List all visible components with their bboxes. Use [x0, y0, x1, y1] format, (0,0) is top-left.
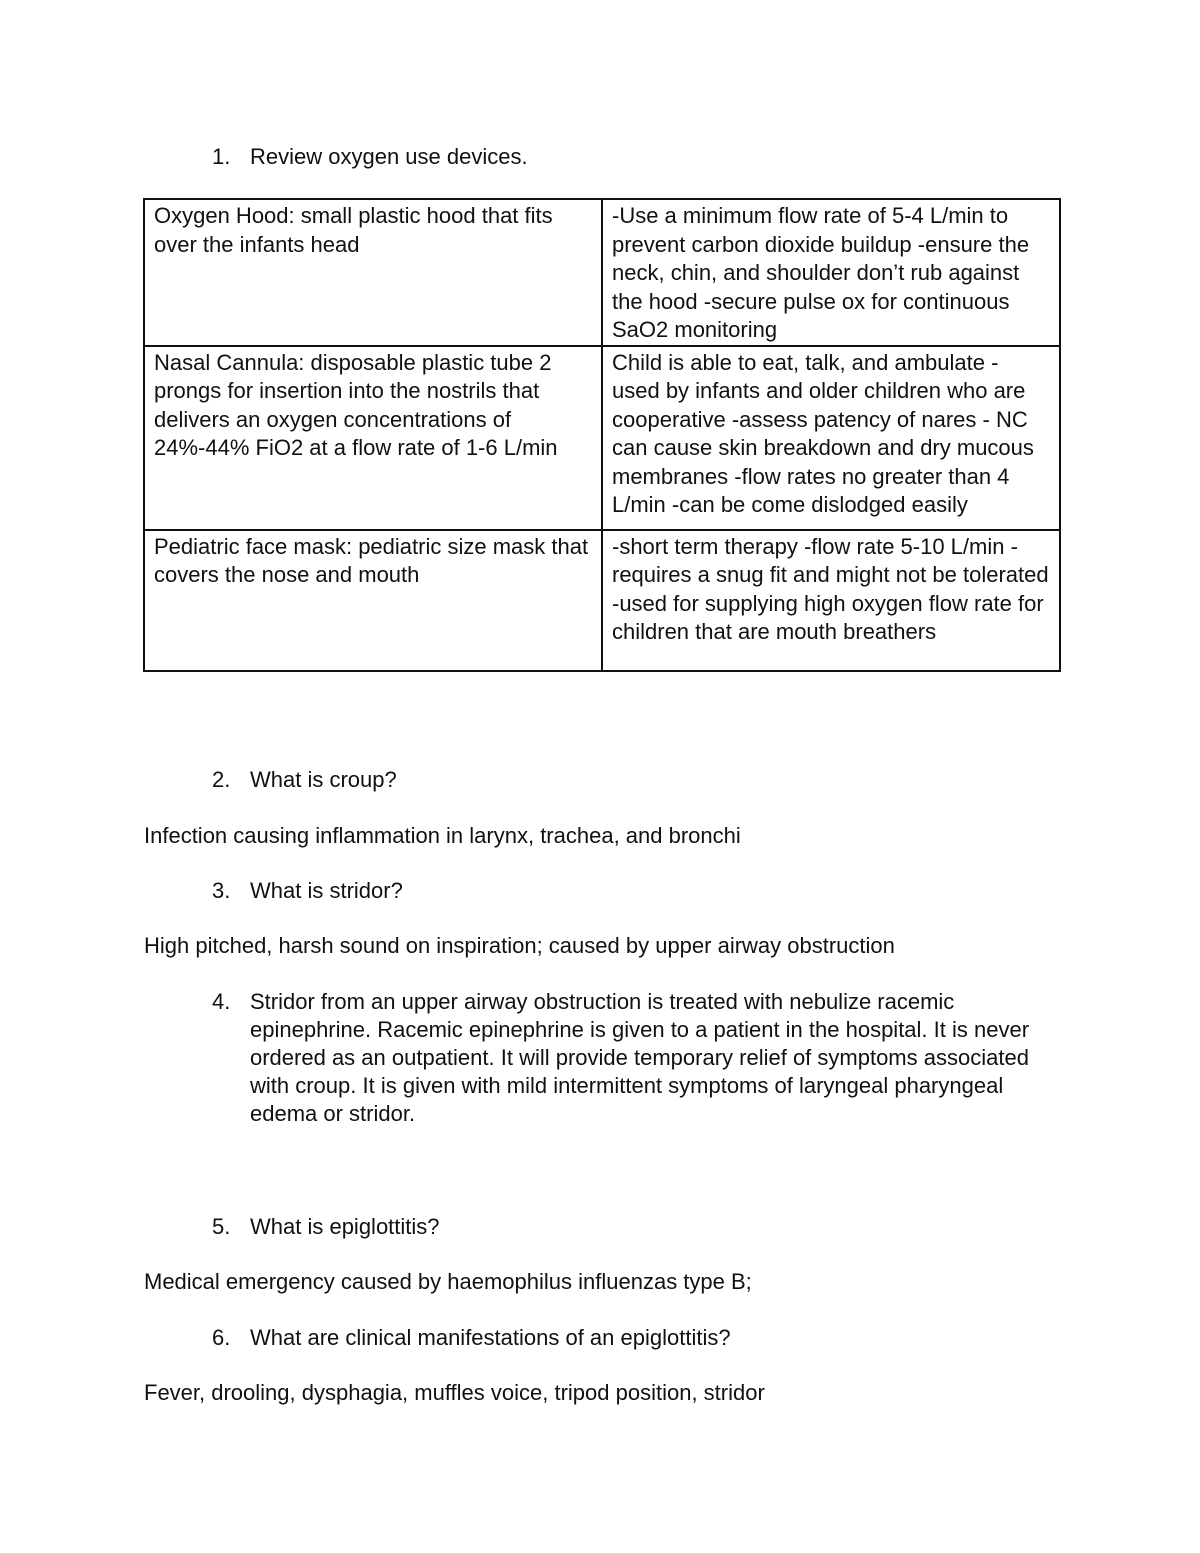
question-6	[212, 1324, 1062, 1352]
question-text: What is croup?	[250, 767, 397, 792]
question-2	[212, 766, 1062, 794]
table-row	[144, 199, 1060, 346]
question-3	[212, 877, 1062, 905]
question-text: Review oxygen use devices.	[250, 144, 528, 169]
notes-cell: -Use a minimum flow rate of 5-4 L/min to prevent carbon dioxide buildup -ensure the neck, chin, and shoulder don’t rub against the hood -secure pulse ox for continuous SaO2 monitoring	[602, 199, 1060, 346]
notes-cell: -short term therapy -flow rate 5-10 L/min -requires a snug fit and might not be tolerated -used for supplying high oxygen flow rate for children that are mouth breathers	[602, 530, 1060, 671]
device-cell: Nasal Cannula: disposable plastic tube 2 prongs for insertion into the nostrils that delivers an oxygen concentrations of 24%-44% FiO2 at a flow rate of 1-6 L/min	[144, 346, 602, 530]
question-number: 4.	[212, 989, 231, 1014]
question-1	[212, 143, 1062, 171]
question-number: 5.	[212, 1214, 231, 1239]
device-cell: Pediatric face mask: pediatric size mask that covers the nose and mouth	[144, 530, 602, 671]
question-5	[212, 1213, 1062, 1241]
question-number: 2.	[212, 767, 231, 792]
question-number: 6.	[212, 1325, 231, 1350]
answer-3: High pitched, harsh sound on inspiration; caused by upper airway obstruction	[144, 933, 895, 958]
answer-5: Medical emergency caused by haemophilus influenzas type B;	[144, 1269, 752, 1294]
device-cell: Oxygen Hood: small plastic hood that fits over the infants head	[144, 199, 602, 346]
question-text: What is stridor?	[250, 878, 403, 903]
notes-cell: Child is able to eat, talk, and ambulate - used by infants and older children who are cooperative -assess patency of nares - NC can cause skin breakdown and dry mucous membranes -flow rates no greater than 4 L/min -can be come dislodged easily	[602, 346, 1060, 530]
answer-6: Fever, drooling, dysphagia, muffles voice, tripod position, stridor	[144, 1380, 765, 1405]
oxygen-devices-table	[143, 198, 1061, 672]
question-text: What are clinical manifestations of an epiglottitis?	[250, 1325, 731, 1350]
question-text: Stridor from an upper airway obstruction is treated with nebulize racemic epinephrine. Racemic epinephrine is given to a patient in the hospital. It is never ordered as an outpatient. It will provide temporary relief of symptoms associated with croup. It is given with mild intermittent symptoms of laryngeal pharyngeal edema or stridor.	[250, 989, 1030, 1126]
table-row	[144, 346, 1060, 530]
question-text: What is epiglottitis?	[250, 1214, 440, 1239]
question-number: 3.	[212, 878, 231, 903]
question-4	[212, 988, 1062, 1128]
table-row	[144, 530, 1060, 671]
question-number: 1.	[212, 144, 231, 169]
answer-2: Infection causing inflammation in larynx, trachea, and bronchi	[144, 823, 741, 848]
